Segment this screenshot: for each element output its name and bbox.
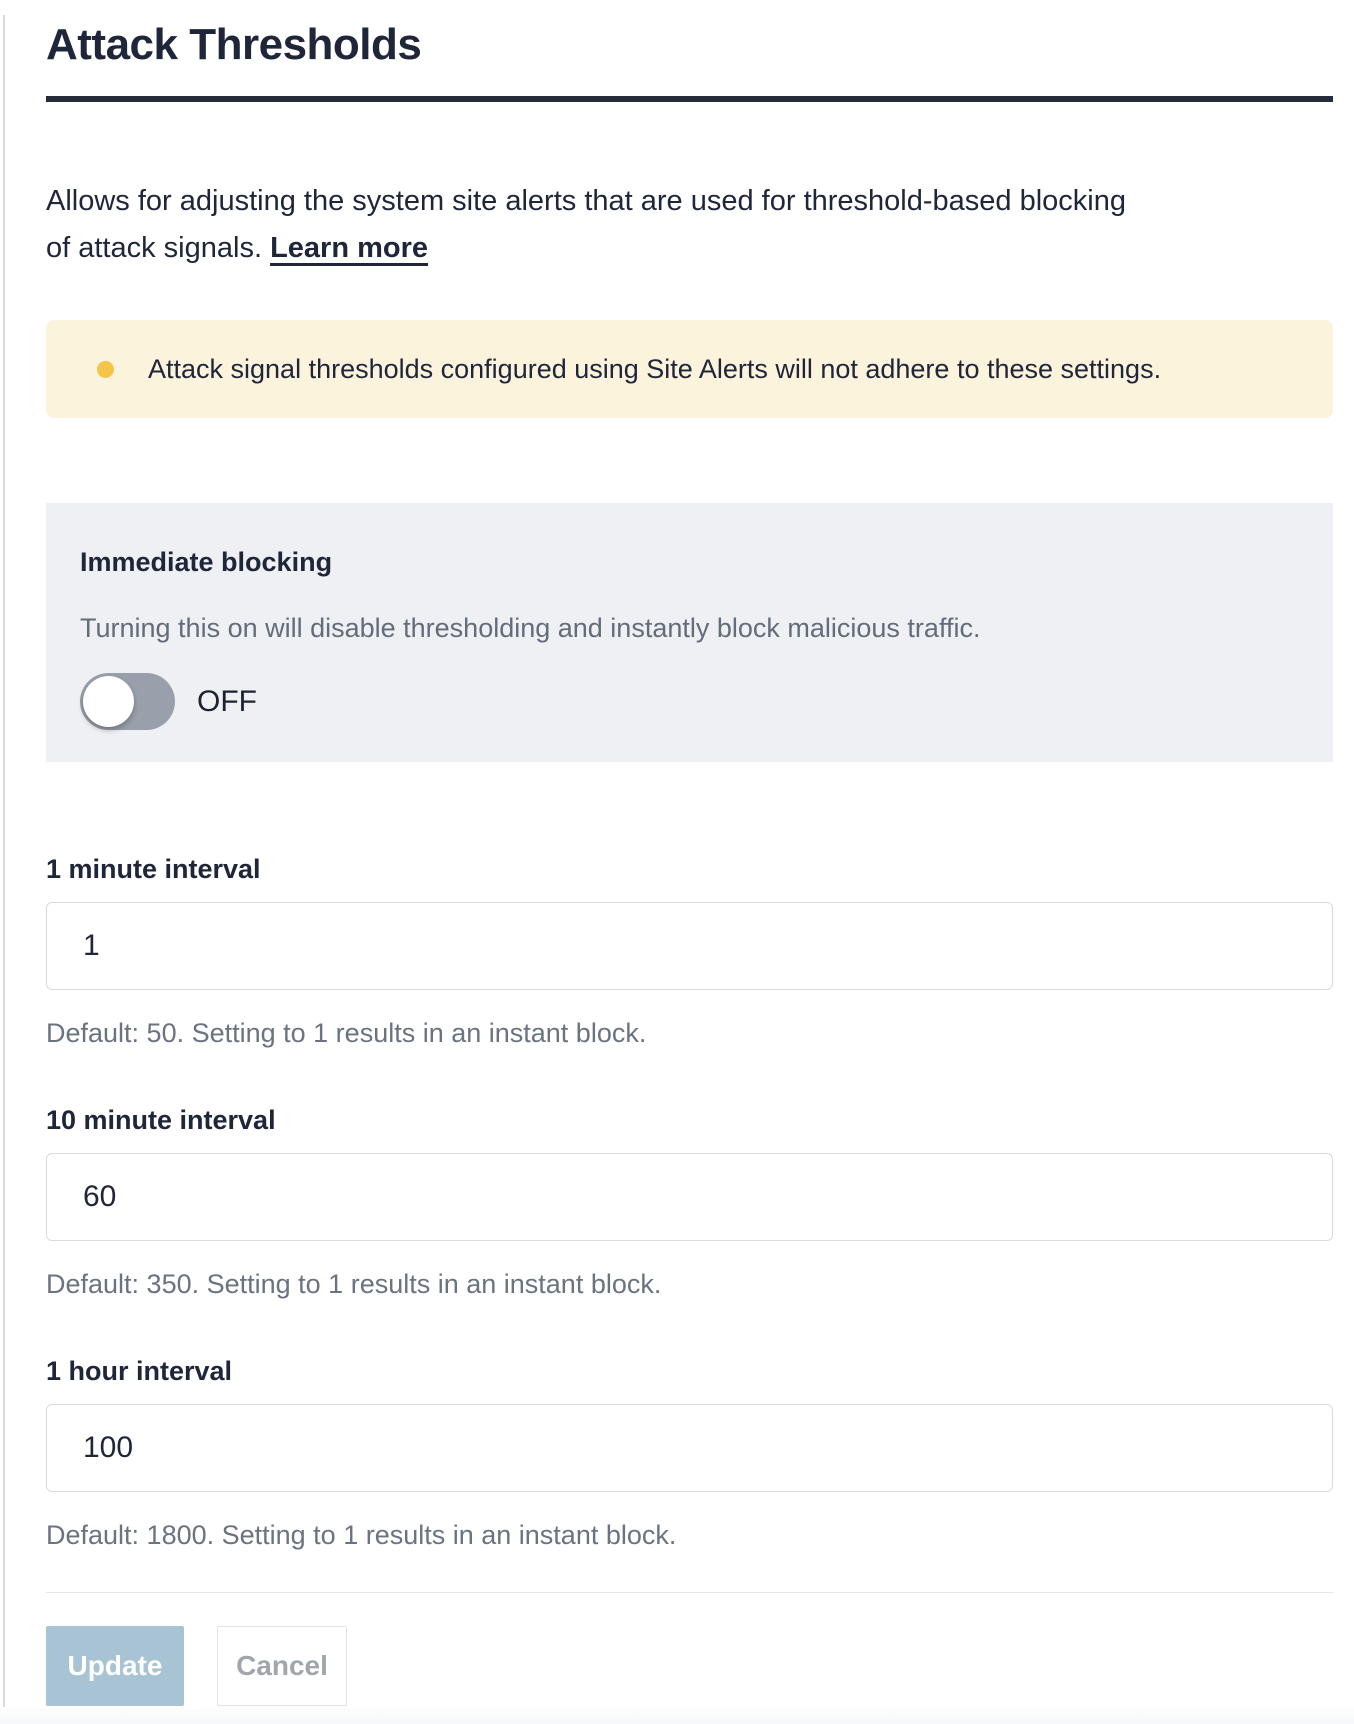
- form-actions: [46, 1626, 1333, 1706]
- helper-1-minute-interval: Default: 50. Setting to 1 results in an instant block.: [46, 1018, 647, 1048]
- input-10-minute-interval[interactable]: [46, 1153, 1333, 1241]
- input-1-minute-interval[interactable]: [46, 902, 1333, 990]
- field-label-1-hour-interval: 1 hour interval: [46, 1356, 233, 1386]
- left-pane-divider: [3, 15, 5, 1707]
- toggle-knob: [83, 676, 134, 727]
- immediate-blocking-panel: [46, 503, 1333, 762]
- actions-divider: [46, 1592, 1333, 1593]
- helper-1-hour-interval: Default: 1800. Setting to 1 results in an instant block.: [46, 1520, 677, 1550]
- input-1-hour-interval[interactable]: [46, 1404, 1333, 1492]
- immediate-blocking-title: Immediate blocking: [80, 547, 333, 577]
- attack-thresholds-settings: [46, 0, 1333, 1706]
- title-underline-rule: [46, 96, 1333, 102]
- warning-banner: [46, 320, 1333, 418]
- page-description-text: Allows for adjusting the system site alerts that are used for threshold-based blocking of attack signals.: [46, 185, 1126, 264]
- field-label-10-minute-interval: 10 minute interval: [46, 1105, 276, 1135]
- field-label-1-minute-interval: 1 minute interval: [46, 854, 261, 884]
- page-footer-band: [0, 1708, 1354, 1724]
- immediate-blocking-description: Turning this on will disable thresholding and instantly block malicious traffic.: [80, 613, 981, 643]
- helper-10-minute-interval: Default: 350. Setting to 1 results in an instant block.: [46, 1269, 662, 1299]
- update-button[interactable]: Update: [46, 1626, 184, 1706]
- page-title: Attack Thresholds: [46, 20, 422, 69]
- immediate-blocking-toggle-row: [80, 673, 1299, 730]
- cancel-button[interactable]: Cancel: [217, 1626, 347, 1706]
- immediate-blocking-toggle[interactable]: [80, 673, 175, 730]
- learn-more-link[interactable]: Learn more: [270, 232, 429, 264]
- toggle-state-label: OFF: [197, 684, 257, 718]
- page-description: [46, 178, 1151, 272]
- warning-dot-icon: [97, 361, 114, 378]
- warning-banner-text: Attack signal thresholds configured using Site Alerts will not adhere to these settings.: [148, 354, 1162, 384]
